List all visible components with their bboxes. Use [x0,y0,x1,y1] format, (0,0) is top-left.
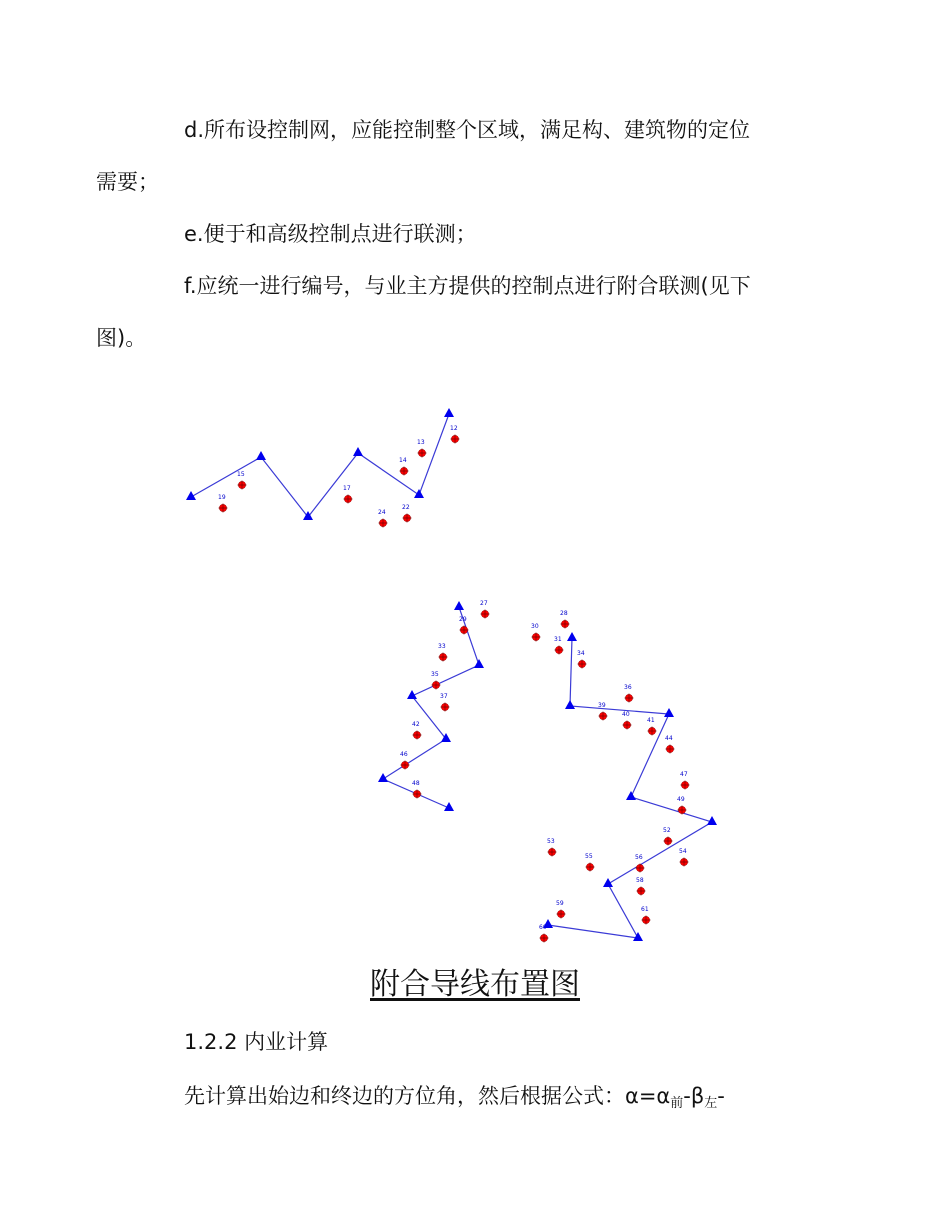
control-point-53 [547,838,557,857]
control-point-label: 14 [399,457,407,464]
paragraph-d-line1: d.所布设控制网，应能控制整个区域，满足构、建筑物的定位 [184,118,751,142]
control-point-61 [641,906,651,925]
paragraph-f-line1: f.应统一进行编号，与业主方提供的控制点进行附合联测(见下 [184,274,751,298]
control-point-22 [402,504,412,523]
control-point-54 [679,848,689,867]
paragraph-d-line2: 需要； [96,170,159,194]
station-triangle [444,408,454,417]
control-point-label: 55 [585,853,593,860]
control-point-12 [450,425,460,444]
control-point-label: 49 [677,796,685,803]
control-point-52 [663,827,673,846]
control-point-30 [531,623,541,642]
control-point-59 [556,900,566,919]
control-point-29 [459,616,469,635]
control-point-label: 39 [598,702,606,709]
station-triangle [414,489,424,498]
control-point-13 [417,439,427,458]
formula-mid: -β [683,1084,705,1108]
control-point-39 [598,702,608,721]
control-point-44 [665,735,675,754]
control-point-label: 29 [459,616,467,623]
control-point-40 [622,711,632,730]
control-point-label: 24 [378,509,386,516]
formula-text: 先计算出始边和终边的方位角，然后根据公式：α=α [184,1084,671,1108]
control-point-37 [440,693,450,712]
figure-caption: 附合导线布置图 [370,967,580,1002]
control-point-34 [577,650,587,669]
control-point-label: 34 [577,650,585,657]
station-triangle [633,932,643,941]
traverse-lines [191,414,712,938]
control-point-label: 61 [641,906,649,913]
control-point-label: 42 [412,721,420,728]
control-point-label: 40 [622,711,630,718]
formula-paragraph [184,1080,725,1120]
station-triangle [378,773,388,782]
control-point-27 [480,600,490,619]
control-point-label: 27 [480,600,488,607]
control-point-label: 12 [450,425,458,432]
formula-sub-left: 左 [704,1096,718,1111]
control-point-48 [412,780,422,799]
control-point-label: 15 [237,471,245,478]
paragraph-e-line1: e.便于和高级控制点进行联测； [184,222,477,246]
control-point-17 [343,485,353,504]
control-point-14 [399,457,409,476]
control-point-15 [237,471,247,490]
section-heading: 1.2.2 内业计算 [184,1030,329,1054]
station-triangle [454,601,464,610]
control-point-31 [554,636,564,655]
control-point-55 [585,853,595,872]
control-point-28 [560,610,570,629]
control-point-19 [218,494,228,513]
control-point-label: 19 [218,494,226,501]
control-point-42 [412,721,422,740]
control-point-label: 48 [412,780,420,787]
control-point-label: 36 [624,684,632,691]
control-point-label: 60 [539,924,547,931]
control-point-label: 37 [440,693,448,700]
control-point-label: 13 [417,439,425,446]
control-point-label: 58 [636,877,644,884]
control-point-label: 54 [679,848,687,855]
traverse-line [383,607,479,808]
control-point-33 [438,643,448,662]
control-point-label: 56 [635,854,643,861]
control-point-label: 41 [647,717,655,724]
control-point-label: 30 [531,623,539,630]
control-point-41 [647,717,657,736]
traverse-stations [186,408,717,941]
control-point-36 [624,684,634,703]
control-point-label: 47 [680,771,688,778]
control-point-label: 59 [556,900,564,907]
control-point-label: 35 [431,671,439,678]
control-points [218,425,690,943]
control-point-label: 53 [547,838,555,845]
control-point-label: 17 [343,485,351,492]
station-triangle [474,659,484,668]
control-point-label: 28 [560,610,568,617]
formula-sub-front: 前 [670,1096,684,1111]
paragraph-f-line2: 图)。 [96,326,147,350]
control-point-label: 33 [438,643,446,650]
station-triangle [353,447,363,456]
station-triangle [626,791,636,800]
control-point-label: 31 [554,636,562,643]
station-triangle [664,708,674,717]
control-point-58 [636,877,646,896]
station-triangle [565,700,575,709]
control-point-47 [680,771,690,790]
control-point-label: 52 [663,827,671,834]
control-point-label: 44 [665,735,673,742]
station-triangle [256,451,266,460]
station-triangle [567,632,577,641]
control-point-24 [378,509,388,528]
traverse-line [191,414,449,517]
formula-tail: - [717,1084,725,1108]
control-point-label: 22 [402,504,410,511]
control-point-label: 46 [400,751,408,758]
